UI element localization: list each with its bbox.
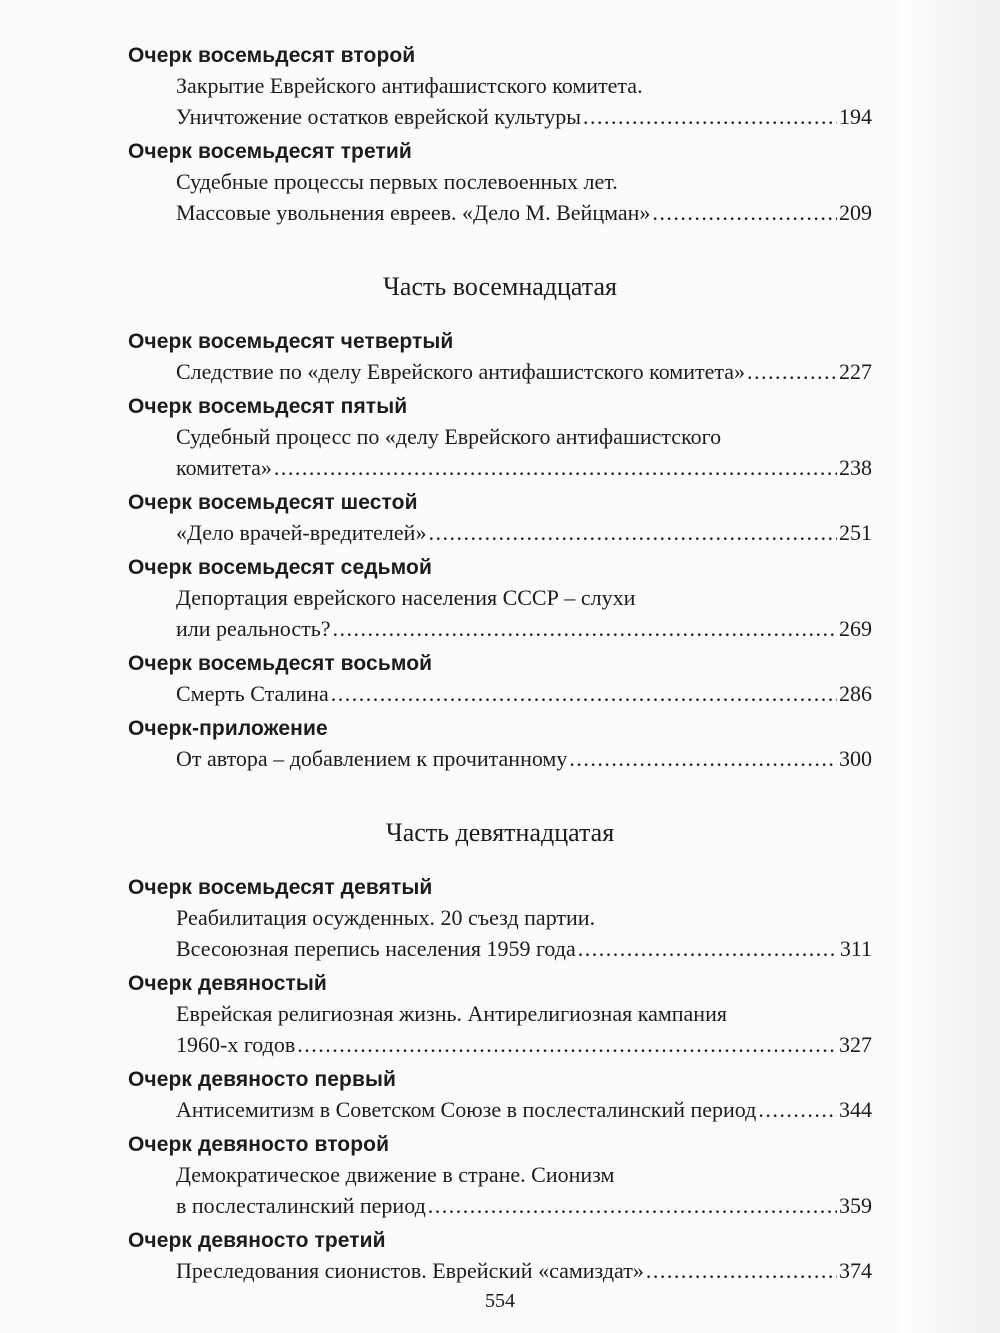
toc-entry (128, 489, 872, 548)
toc-entry-page: 227 (839, 359, 872, 384)
toc-entry-page: 238 (839, 455, 872, 480)
toc-entry-page: 209 (839, 200, 872, 225)
dot-leader (569, 743, 837, 774)
toc-entry-final-line (128, 517, 872, 548)
dot-leader (333, 613, 837, 644)
toc-entry-title: Смерть Сталина (176, 681, 329, 706)
toc-entry-line: Закрытие Еврейского антифашистского комитета. (176, 73, 643, 98)
toc-entry-page: 194 (839, 104, 872, 129)
toc-entry-final-line (128, 613, 872, 644)
toc-entry-heading: Очерк девяносто первый (128, 1068, 397, 1091)
toc-entry-heading: Очерк восемьдесят девятый (128, 876, 433, 899)
toc-entry (128, 138, 872, 228)
toc-entry (128, 1066, 872, 1125)
dot-leader (583, 101, 837, 132)
toc-entry-final-line (128, 743, 872, 774)
toc-entry-heading: Очерк восемьдесят четвертый (128, 330, 454, 353)
toc-entry-heading: Очерк восемьдесят восьмой (128, 652, 433, 675)
toc-entry-line: Депортация еврейского населения СССР – слухи (176, 585, 636, 610)
dot-leader (646, 1255, 837, 1286)
toc-entry-title: Всесоюзная перепись населения 1959 года (176, 936, 576, 961)
toc-entry-title: в послесталинский период (176, 1193, 426, 1218)
dot-leader (758, 1094, 837, 1125)
part-title-18: Часть восемнадцатая (383, 272, 617, 301)
toc-entry (128, 970, 872, 1060)
toc-entry-title: комитета» (176, 455, 272, 480)
toc-entry-title: Следствие по «делу Еврейского антифашистского комитета» (176, 359, 746, 384)
toc-entry-final-line (128, 1255, 872, 1286)
dot-leader (274, 452, 837, 483)
toc-entry-title: Преследования сионистов. Еврейский «самиздат» (176, 1258, 644, 1283)
toc-entry (128, 1227, 872, 1286)
toc-entry-line: Судебный процесс по «делу Еврейского антифашистского (176, 424, 722, 449)
toc-entry-heading: Очерк восемьдесят второй (128, 44, 416, 67)
toc-group-part19 (128, 874, 872, 1286)
toc-entry-page: 311 (839, 936, 872, 961)
toc-entry-final-line (128, 1190, 872, 1221)
toc-entry-title: Антисемитизм в Советском Союзе в послесталинский период (176, 1097, 757, 1122)
toc-entry-page: 344 (839, 1097, 872, 1122)
part-title-19: Часть девятнадцатая (385, 818, 615, 847)
dot-leader (428, 517, 837, 548)
toc-entry-heading: Очерк-приложение (128, 717, 328, 740)
toc-entry-heading: Очерк восемьдесят шестой (128, 491, 418, 514)
toc-entry-heading: Очерк девяносто третий (128, 1229, 386, 1252)
dot-leader (747, 356, 837, 387)
toc-group-part18 (128, 328, 872, 774)
toc-entry-page: 269 (839, 616, 872, 641)
toc-entry-final-line (128, 933, 872, 964)
dot-leader (578, 933, 838, 964)
toc-entry-title: 1960-х годов (176, 1032, 296, 1057)
toc-entry-heading: Очерк девяностый (128, 972, 327, 995)
toc-entry-final-line (128, 452, 872, 483)
toc-entry-heading: Очерк восемьдесят третий (128, 140, 412, 163)
dot-leader (652, 197, 837, 228)
toc-entry (128, 874, 872, 964)
toc-entry-final-line (128, 356, 872, 387)
toc-entry-heading: Очерк восемьдесят седьмой (128, 556, 432, 579)
toc-entry-final-line (128, 101, 872, 132)
toc-entry-title: «Дело врачей-вредителей» (176, 520, 427, 545)
toc-entry (128, 650, 872, 709)
toc-entry-title: или реальность? (176, 616, 331, 641)
toc-entry-line: Судебные процессы первых послевоенных лет. (176, 169, 618, 194)
toc-entry-final-line (128, 1094, 872, 1125)
toc-entry-line: Еврейская религиозная жизнь. Антирелигиозная кампания (176, 1001, 727, 1026)
page-edge-shadow (900, 0, 1000, 1333)
toc-entry-heading: Очерк восемьдесят пятый (128, 395, 408, 418)
toc-entry (128, 42, 872, 132)
page-number: 554 (485, 1290, 515, 1312)
toc-entry (128, 328, 872, 387)
toc-entry-line: Демократическое движение в стране. Сионизм (176, 1162, 615, 1187)
toc-entry (128, 1131, 872, 1221)
toc-entry-title: От автора – добавлением к прочитанному (176, 746, 568, 771)
toc-entry-final-line (128, 1029, 872, 1060)
dot-leader (297, 1029, 837, 1060)
toc-entry-heading: Очерк девяносто второй (128, 1133, 390, 1156)
toc-entry-page: 300 (839, 746, 872, 771)
toc-entry-page: 327 (839, 1032, 872, 1057)
toc-entry-line: Реабилитация осужденных. 20 съезд партии. (176, 905, 596, 930)
toc-group-part17 (128, 42, 872, 228)
dot-leader (428, 1190, 837, 1221)
toc-entry-final-line (128, 197, 872, 228)
toc-entry-final-line (128, 678, 872, 709)
toc-entry-page: 359 (839, 1193, 872, 1218)
toc-entry (128, 393, 872, 483)
toc-entry (128, 554, 872, 644)
toc-entry-page: 374 (839, 1258, 872, 1283)
toc-entry-page: 251 (839, 520, 872, 545)
table-of-contents (128, 36, 872, 1290)
toc-entry-title: Массовые увольнения евреев. «Дело М. Вейцман» (176, 200, 651, 225)
dot-leader (331, 678, 837, 709)
toc-entry-page: 286 (839, 681, 872, 706)
toc-entry (128, 715, 872, 774)
toc-entry-title: Уничтожение остатков еврейской культуры (176, 104, 581, 129)
